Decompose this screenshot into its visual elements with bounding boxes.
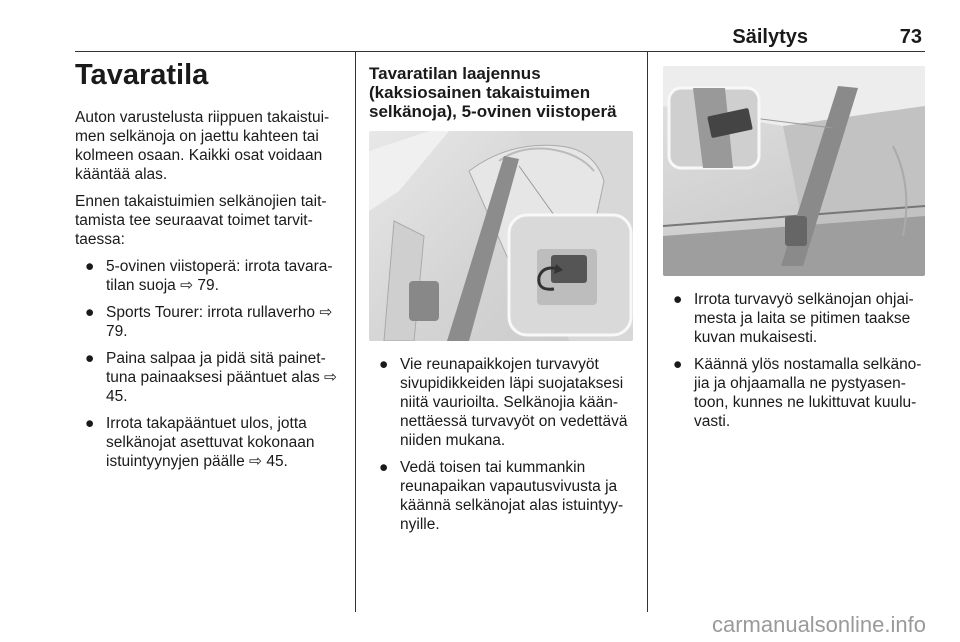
bullet-icon: ● bbox=[673, 356, 683, 373]
seat-belt-guide-illustration bbox=[369, 131, 633, 341]
column-divider-1 bbox=[355, 52, 356, 612]
list-item-text: Paina salpaa ja pidä sitä painet-tuna painaaksesi pääntuet alas ⇨ 45. bbox=[106, 350, 338, 405]
preparation-paragraph: Ennen takaistuimien selkänojien tait-tamista tee seuraavat toimet tarvit-taessa: bbox=[75, 193, 327, 248]
list-item-text: Sports Tourer: irrota rullaverho ⇨ 79. bbox=[106, 304, 333, 340]
seat-belt-holder-drawing bbox=[663, 66, 925, 276]
page-heading: Tavaratila bbox=[75, 59, 209, 91]
preparation-list bbox=[75, 257, 345, 471]
list-item bbox=[75, 257, 345, 295]
column-divider-2 bbox=[647, 52, 648, 612]
procedure-list-b bbox=[663, 290, 926, 431]
list-item bbox=[75, 349, 345, 406]
list-item-text: Irrota takapääntuet ulos, jotta selkänojat asettuvat kokonaan istuintyynyjen päälle ⇨ 45. bbox=[106, 415, 315, 470]
list-item bbox=[369, 355, 635, 450]
bullet-icon: ● bbox=[85, 415, 95, 432]
list-item-text: Vedä toisen tai kummankin reunapaikan vapautusvivusta ja käännä selkänojat alas istuintyy-nyille. bbox=[400, 459, 624, 533]
list-item-text: Vie reunapaikkojen turvavyöt sivupidikkeiden läpi suojataksesi niitä vaurioilta. Selkänojia kään-nettäessä turvavyöt on vedettävä niiden mukana. bbox=[400, 356, 628, 449]
section-title: Säilytys bbox=[732, 26, 808, 48]
intro-paragraph: Auton varustelusta riippuen takaistui-men selkänoja on jaettu kahteen tai kolmeen osaan. Kaikki osat voidaan kääntää alas. bbox=[75, 109, 330, 183]
seat-belt-holder-illustration bbox=[663, 66, 925, 276]
bullet-icon: ● bbox=[379, 356, 389, 373]
seat-belt-guide-drawing bbox=[369, 131, 633, 341]
column-3 bbox=[663, 66, 926, 439]
list-item bbox=[75, 414, 345, 471]
bullet-icon: ● bbox=[673, 291, 683, 308]
list-item-text: Irrota turvavyö selkänojan ohjai-mesta ja laita se pitimen taakse kuvan mukaisesti. bbox=[694, 291, 914, 346]
list-item bbox=[369, 458, 635, 534]
page-number: 73 bbox=[899, 26, 922, 48]
bullet-icon: ● bbox=[379, 459, 389, 476]
bullet-icon: ● bbox=[85, 350, 95, 367]
list-item bbox=[75, 303, 345, 341]
column-2 bbox=[369, 64, 635, 542]
procedure-list-a bbox=[369, 355, 635, 534]
list-item bbox=[663, 290, 926, 347]
list-item-text: 5-ovinen viistoperä: irrota tavara-tilan suoja ⇨ 79. bbox=[106, 258, 333, 294]
list-item bbox=[663, 355, 926, 431]
bullet-icon: ● bbox=[85, 258, 95, 275]
list-item-text: Käännä ylös nostamalla selkäno-jia ja ohjaamalla ne pystyasen-toon, kunnes ne lukittuvat kuulu-vasti. bbox=[694, 356, 922, 430]
column-1 bbox=[75, 58, 345, 479]
watermark: carmanualsonline.info bbox=[711, 612, 926, 637]
subsection-heading: Tavaratilan laajennus (kaksiosainen takaistuimen selkänoja), 5-ovinen viistoperä bbox=[369, 64, 617, 121]
header-rule bbox=[75, 51, 925, 52]
bullet-icon: ● bbox=[85, 304, 95, 321]
